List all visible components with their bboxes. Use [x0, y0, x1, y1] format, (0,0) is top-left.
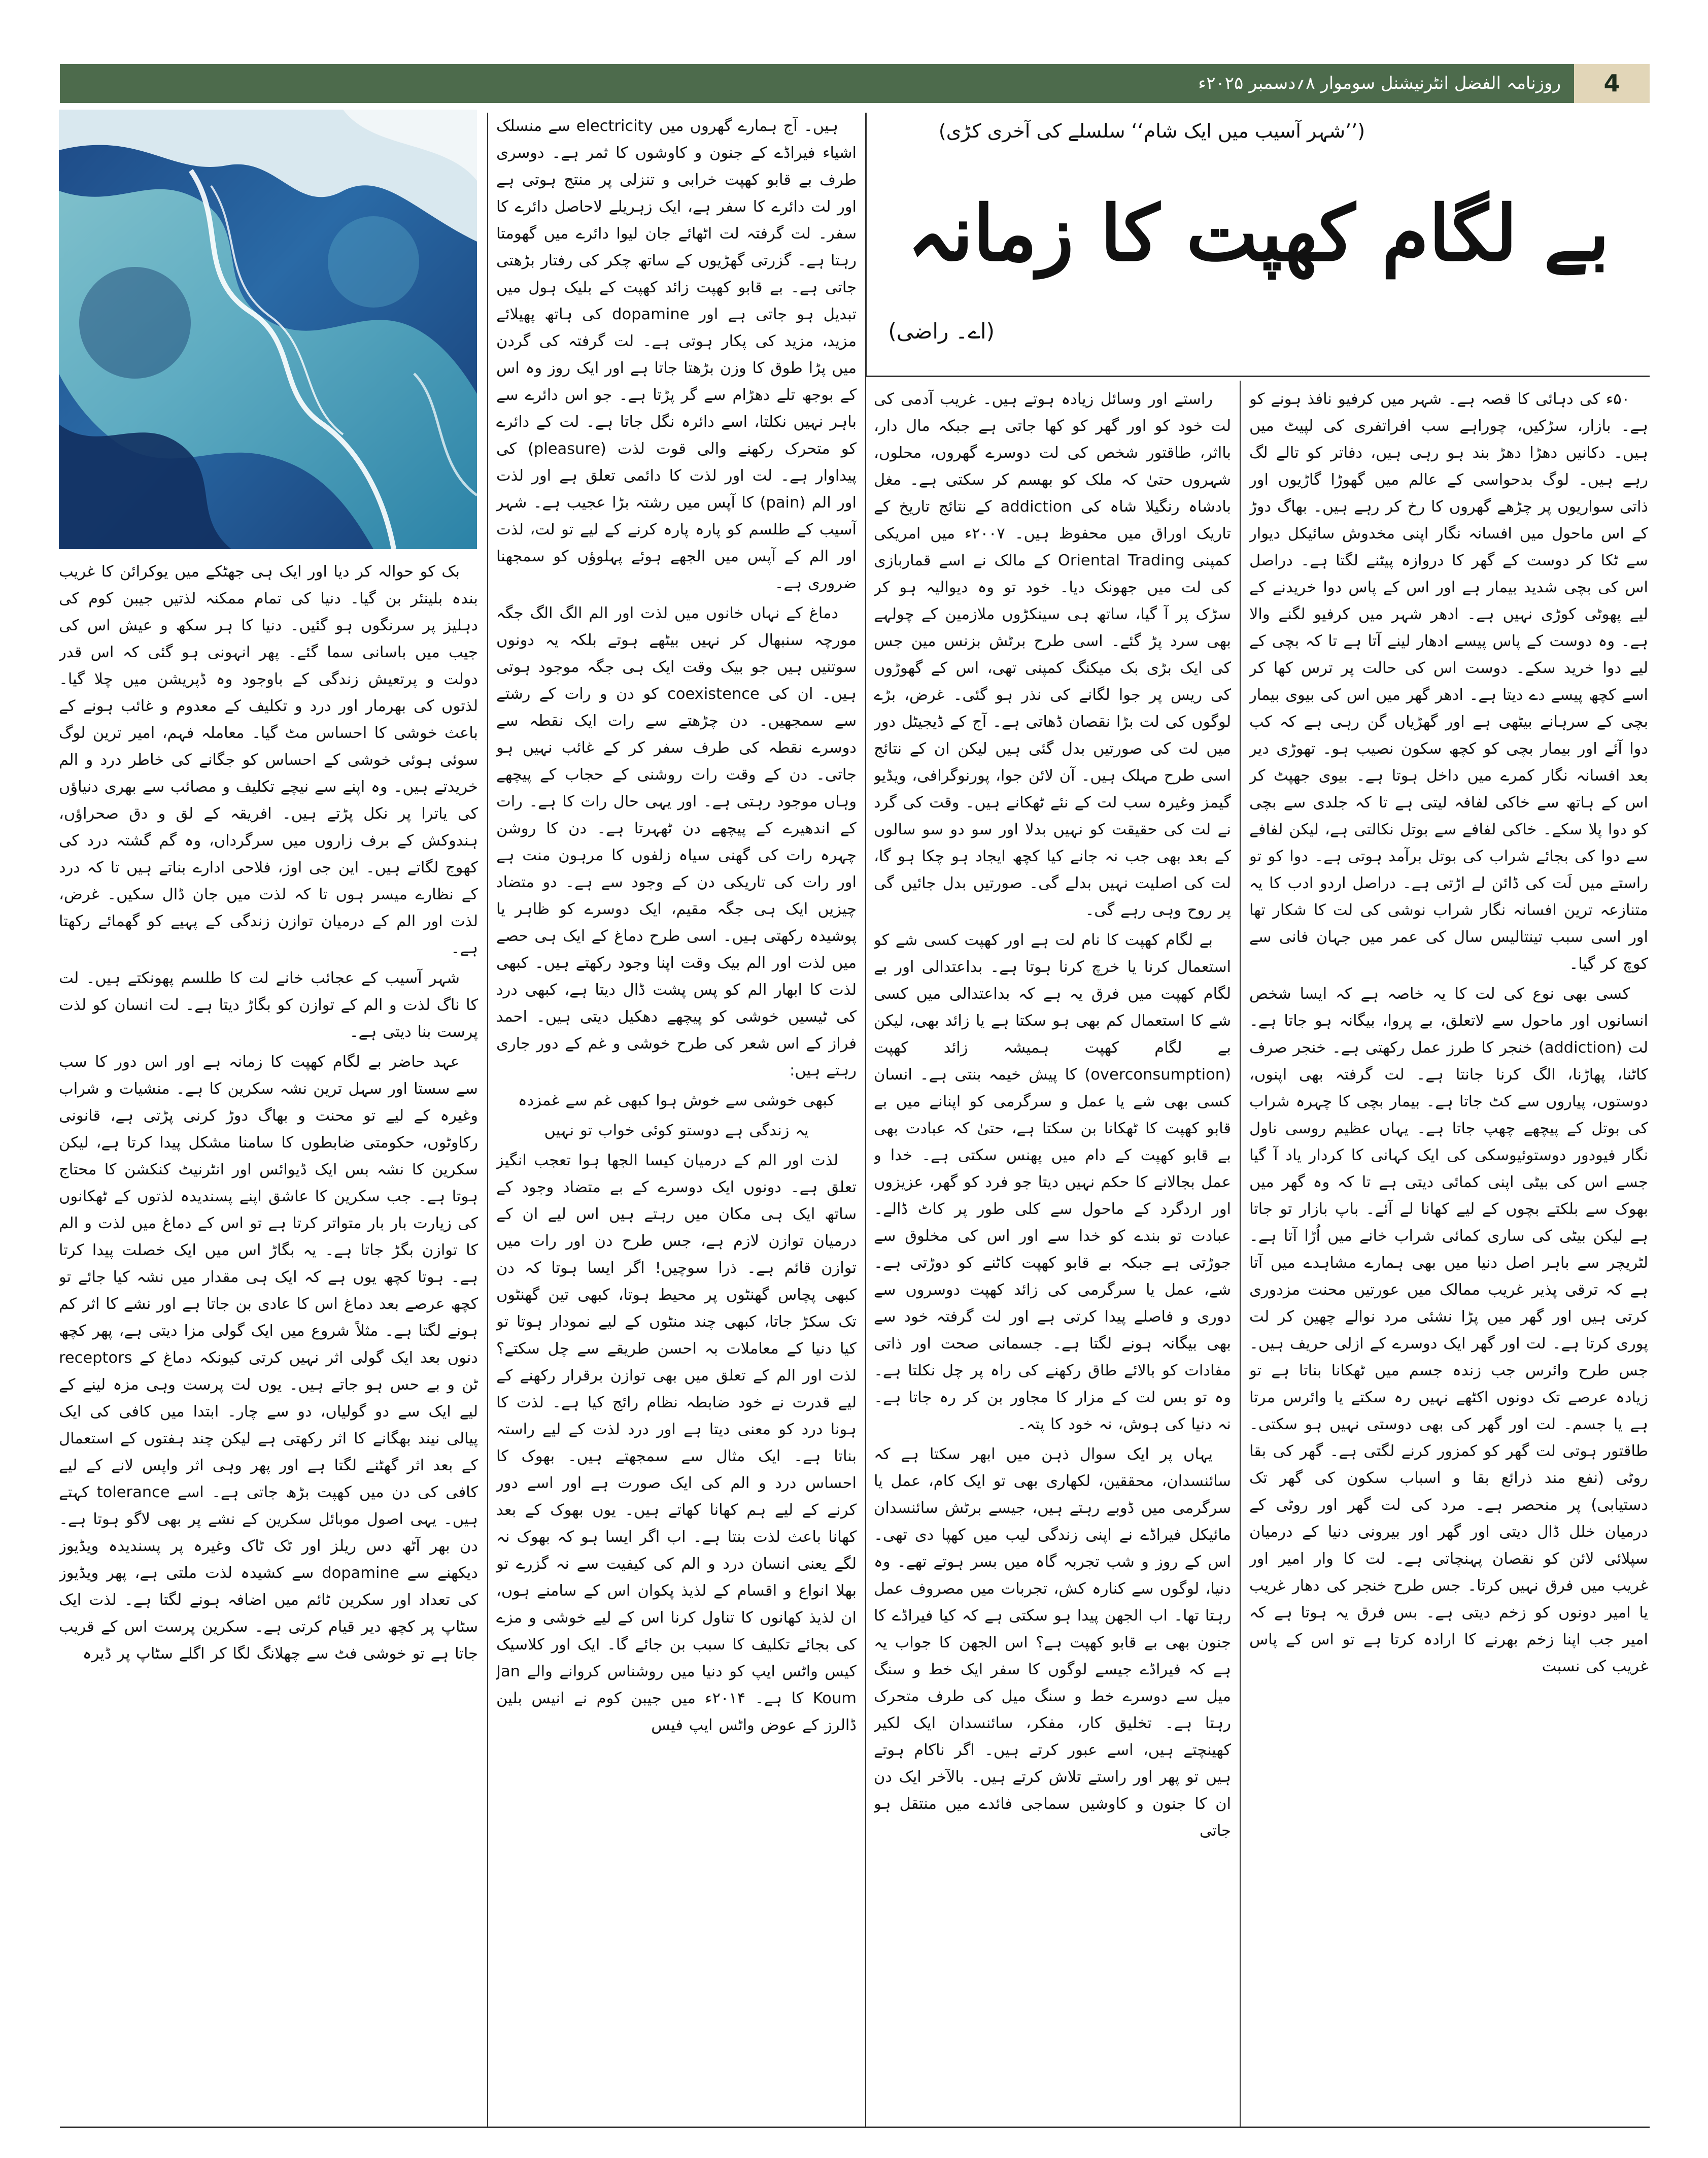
paragraph: لذت اور الم کے درمیان کیسا الجھا ہوا تعجب انگیز تعلق ہے۔ دونوں ایک دوسرے کے بے متضاد وجود کے ساتھ ایک ہی مکان میں رہتے ہیں اس لیے ان کے درمیان توازن لازم ہے، جس طرح دن اور رات میں توازن قائم ہے۔ ذرا سوچیں! اگر ایسا ہوتا کہ دن کبھی پچاس گھنٹوں پر محیط ہوتا، کبھی تین گھنٹوں تک سکڑ جاتا، کبھی چند منٹوں کے لیے نمودار ہوتا تو کیا دنیا کے معاملات بہ احسن طریقے سے چل سکتے؟ لذت اور الم کے تعلق میں بھی توازن برقرار رکھنے کے لیے قدرت نے خود ضابطہ نظام رائج کیا ہے۔ لذت کا ہونا درد کو معنی دیتا ہے اور درد لذت کے لیے راستہ بناتا ہے۔ ایک مثال سے سمجھتے ہیں۔ بھوک کا احساس درد و الم کی ایک صورت ہے اور اسے دور کرنے کے لیے ہم کھانا کھاتے ہیں۔ یوں بھوک کے بعد کھانا باعث لذت بنتا ہے۔ اب اگر ایسا ہو کہ بھوک نہ لگے یعنی انسان درد و الم کی کیفیت سے نہ گزرے تو بھلا انواع و اقسام کے لذیذ پکوان اس کے سامنے ہوں، ان لذیذ کھانوں کا تناول کرنا اس کے لیے خوشی و مزے کی بجائے تکلیف کا سبب بن جائے گا۔ ایک اور کلاسیک کیس واٹس ایپ کو دنیا میں روشناس کروانے والے Jan Koum کا ہے۔ ۲۰۱۴ء میں جیبن کوم نے انیس بلین ڈالرز کے عوض واٹس ایپ فیس — [496, 1152, 857, 1734]
column-divider-1 — [1240, 381, 1241, 2127]
title-box-left-rule — [865, 113, 867, 377]
paragraph: کسی بھی نوع کی لت کا یہ خاصہ ہے کہ ایسا شخص انسانوں اور ماحول سے لاتعلق، بے پروا، بیگانہ ہو جاتا ہے۔ لت (addiction) خنجر کا طرز عمل رکھتی ہے۔ خنجر صرف کاٹنا، پھاڑنا، الگ کرنا جانتا ہے۔ لت گرفتہ بھی اپنوں، دوستوں، پیاروں سے کٹ جاتا ہے۔ بیمار بچی کا چہرہ شراب کی بوتل کے پیچھے چھپ جاتا ہے۔ یہاں عظیم روسی ناول نگار فیودور دوستوئیوسکی کی ایک کہانی کا کردار یاد آ گیا جسے اس کی بیٹی اپنی کمائی دیتی ہے تا کہ وہ گھر میں بھوک سے بلکتے بچوں کے لیے کھانا لے آئے۔ باپ بازار تو جاتا ہے لیکن بیٹی کی ساری کمائی شراب خانے میں اُڑا آتا ہے۔ لٹریچر سے باہر اصل دنیا میں بھی ہمارے مشاہدے میں آتا ہے کہ ترقی پذیر غریب ممالک میں عورتیں محنت مزدوری کرتی ہیں اور گھر میں پڑا نشئی مرد نوالے چھین کر لت پوری کرتا ہے۔ لت اور گھر ایک دوسرے کے ازلی حریف ہیں۔ جس طرح وائرس جب زندہ جسم میں ٹھکانا بناتا ہے تو زیادہ عرصے تک دونوں اکٹھے نہیں رہ سکتے یا وائرس مرتا ہے یا جسم۔ لت اور گھر کی بھی دوستی نہیں ہو سکتی۔ طاقتور ہوتی لت گھر کو کمزور کرنے لگتی ہے۔ گھر کی بقا روٹی (نفع مند ذرائع بقا و اسباب سکون کی گھر تک دستیابی) پر منحصر ہے۔ مرد کی لت گھر اور روٹی کے درمیان خلل ڈال دیتی اور گھر اور بیرونی دنیا کے درمیان سپلائی لائن کو نقصان پہنچاتی ہے۔ لت کا وار امیر اور غریب میں فرق نہیں کرتا۔ جس طرح خنجر کی دھار غریب یا امیر دونوں کو زخم دیتی ہے۔ بس فرق یہ ہوتا ہے کہ امیر جب اپنا زخم بھرنے کا ارادہ کرتا ہے تو اس کے پاس غریب کی نسبت — [1249, 985, 1648, 1675]
masthead-text: روزنامہ الفضل انٹرنیشنل سوموار ۸؍دسمبر ۲۰۲۵ء — [1198, 73, 1561, 93]
paragraph: ہیں۔ آج ہمارے گھروں میں electricity سے منسلک اشیاء فیراڈے کے جنون و کاوشوں کا ثمر ہے۔ دوسری طرف بے قابو کھپت خرابی و تنزلی پر منتج ہوتی ہے اور لت دائرے کا سفر ہے، ایک زہریلے لاحاصل دائرے کا سفر۔ لت گرفتہ لت اٹھائے جان لیوا دائرے میں گھومتا رہتا ہے۔ گزرتی گھڑیوں کے ساتھ چکر کی رفتار بڑھتی جاتی ہے۔ بے قابو کھپت زائد کھپت کے بلیک ہول میں تبدیل ہو جاتی ہے اور dopamine کی ہاتھ پھیلائے مزید، مزید کی پکار ہوتی ہے۔ لت گرفتہ کی گردن میں پڑا طوق کا وزن بڑھتا جاتا ہے اور ایک روز وہ اس کے بوجھ تلے دھڑام سے گر پڑتا ہے۔ جو اس دائرے سے باہر نہیں نکلتا، اسے دائرہ نگل جاتا ہے۔ لت کے دائرے کو متحرک رکھنے والی قوت لذت (pleasure) کی پیداوار ہے۔ لت اور لذت کا دائمی تعلق ہے اور لذت اور الم (pain) کا آپس میں رشتہ بڑا عجیب ہے۔ شہر آسیب کے طلسم کو پارہ پارہ کرنے کے لیے تو لت، لذت اور الم کے آپس میں الجھے ہوئے پہلوؤں کو سمجھنا ضروری ہے۔ — [496, 117, 857, 592]
article-column-3 — [496, 113, 857, 2121]
column-divider-2 — [865, 376, 866, 2127]
footer-rule — [60, 2127, 1650, 2128]
paragraph: بے لگام کھپت کا نام لت ہے اور کھپت کسی شے کو استعمال کرنا یا خرچ کرنا ہوتا ہے۔ بداعتدالی اور بے لگام کھپت میں فرق یہ ہے کہ بداعتدالی میں کسی شے کا استعمال کم بھی ہو سکتا ہے یا زائد بھی، لیکن بے لگام کھپت ہمیشہ زائد کھپت (overconsumption) کا پیش خیمہ بنتی ہے۔ انسان کسی بھی شے یا عمل و سرگرمی کو اپنانے میں بے قابو کھپت کا ٹھکانا بن سکتا ہے، حتیٰ کہ عبادت بھی بے قابو کھپت کے دام میں پھنس سکتی ہے۔ خدا و عمل بجالانے کا حکم نہیں دیتا جو فرد کو گھر، عزیزوں اور اردگرد کے ماحول سے کلی طور پر کاٹ ڈالے۔ عبادت تو بندے کو خدا سے اور اس کی مخلوق سے جوڑتی ہے جبکہ بے قابو کھپت کاٹنے کو دوڑتی ہے۔ شے، عمل یا سرگرمی کی زائد کھپت دوسروں سے دوری و فاصلے پیدا کرتی ہے اور لت گرفتہ خود سے بھی بیگانہ ہونے لگتا ہے۔ جسمانی صحت اور ذاتی مفادات کو بالائے طاق رکھنے کی راہ پر چل نکلتا ہے۔ وہ تو بس لت کے مزار کا مجاور بن کر رہ جاتا ہے۔ نہ دنیا کی ہوش، نہ خود کا پتہ۔ — [874, 931, 1231, 1433]
article-column-4 — [59, 558, 478, 2121]
paragraph: عہد حاضر بے لگام کھپت کا زمانہ ہے اور اس دور کا سب سے سستا اور سہل ترین نشہ سکرین کا ہے۔ منشیات و شراب وغیرہ کے لیے تو محنت و بھاگ دوڑ کرنی پڑتی ہے، قانونی رکاوٹوں، حکومتی ضابطوں کا سامنا مشکل پیدا کرتا ہے، لیکن سکرین کا نشہ بس ایک ڈیوائس اور انٹرنیٹ کنکشن کا محتاج ہوتا ہے۔ جب سکرین کا عاشق اپنے پسندیدہ لذتوں کے ٹھکانوں کی زیارت بار بار متواتر کرتا ہے تو اس کے دماغ میں لذت و الم کا توازن بگڑ جاتا ہے۔ یہ بگاڑ اس میں ایک خصلت پیدا کرتا ہے۔ ہوتا کچھ یوں ہے کہ ایک ہی مقدار میں نشہ کیا جائے تو کچھ عرصے بعد دماغ اس کا عادی بن جاتا ہے اور نشے کا اثر کم ہونے لگتا ہے۔ مثلاً شروع میں ایک گولی مزا دیتی ہے، پھر کچھ دنوں بعد ایک گولی اثر نہیں کرتی کیونکہ دماغ کے receptors ٹن و بے حس ہو جاتے ہیں۔ یوں لت پرست وہی مزہ لینے کے لیے ایک سے دو گولیاں، دو سے چار۔ ابتدا میں کافی کی ایک پیالی نیند بھگانے کا اثر رکھتی ہے لیکن چند ہفتوں کے استعمال کے بعد اثر گھٹنے لگتا ہے اور پھر وہی اثر واپس لانے کے لیے کافی کی دن میں کھپت بڑھ جاتی ہے۔ اسے tolerance کہتے ہیں۔ یہی اصول موبائل سکرین کے نشے پر بھی لاگو ہوتا ہے۔ دن بھر آٹھ دس ریلز اور ٹک ٹاک وغیرہ پر پسندیدہ ویڈیوز دیکھنے سے dopamine سے کشیدہ لذت ملتی ہے، پھر ویڈیوز کی تعداد اور سکرین ٹائم میں اضافہ ہونے لگتا ہے۔ لذت ایک سٹاپ پر کچھ دیر قیام کرتی ہے۔ سکرین پرست اس کے قریب جاتا ہے تو خوشی فٹ سے چھلانگ لگا کر اگلے سٹاپ پر ڈیرہ — [59, 1053, 478, 1663]
paragraph: راستے اور وسائل زیادہ ہوتے ہیں۔ غریب آدمی کی لت خود کو اور گھر کو کھا جاتی ہے جبکہ مال دار، بااثر، طاقتور شخص کی لت دوسرے گھروں، محلوں، شہروں حتیٰ کہ ملک کو بھسم کر سکتی ہے۔ مغل بادشاہ رنگیلا شاہ کی addiction کے نتائج تاریخ کے تاریک اوراق میں محفوظ ہیں۔ ۲۰۰۷ء میں امریکی کمپنی Oriental Trading کے مالک نے اسے قماربازی کی لت میں جھونک دیا۔ خود تو وہ دیوالیہ ہو کر سڑک پر آ گیا، ساتھ ہی سینکڑوں ملازمین کے چولہے بھی سرد پڑ گئے۔ اسی طرح برٹش بزنس مین جس کی ایک بڑی بک میکنگ کمپنی تھی، اس کے گھوڑوں کی ریس پر جوا لگانے کی نذر ہو گئی۔ غرض، بڑے لوگوں کی لت بڑا نقصان ڈھاتی ہے۔ آج کے ڈیجیٹل دور میں لت کی صورتیں بدل گئی ہیں لیکن ان کے نتائج اسی طرح مہلک ہیں۔ آن لائن جوا، پورنوگرافی، ویڈیو گیمز وغیرہ سب لت کے نئے ٹھکانے ہیں۔ وقت کی گرد نے لت کی حقیقت کو نہیں بدلا اور سو دو سو سالوں کے بعد بھی جب نہ جانے کیا کچھ ایجاد ہو چکا ہو گا، لت کی اصلیت نہیں بدلے گی۔ صورتیں بدل جائیں گی پر روح وہی رہے گی۔ — [874, 390, 1231, 919]
poem-line: کبھی خوشی سے خوش ہوا کبھی غم سے غمزدہ — [518, 1092, 835, 1109]
paragraph: بک کو حوالہ کر دیا اور ایک ہی جھٹکے میں یوکرائن کا غریب بندہ بلینئر بن گیا۔ دنیا کی تمام ممکنہ لذتیں جیبن کوم کی دہلیز پر سرنگوں ہو گئیں۔ دنیا کا ہر سکھ و عیش اس کی جیب میں باسانی سما گئے۔ پھر انہونی ہو گئی کہ اس قدر دولت و پرتعیش زندگی کے باوجود وہ ڈپریشن میں چلا گیا۔ لذتوں کی بھرمار اور درد و تکلیف کے معدوم و غائب ہونے کے باعث خوشی کا احساس مٹ گیا۔ معاملہ فہم، امیر ترین لوگ سوئی ہوئی خوشی کے احساس کو جگانے کی خاطر درد و الم خریدتے ہیں۔ وہ اپنے سے نیچے تکلیف و مصائب سے بھری دنیاؤں کی یاترا پر نکل پڑتے ہیں۔ افریقہ کے لق و دق صحراؤں، ہندوکش کے برف زاروں میں سرگرداں، وہ گم گشتہ درد کی کھوج لگاتے ہیں۔ این جی اوز، فلاحی ادارے بناتے ہیں تا کہ درد کے نظارے میسر ہوں تا کہ لذت میں جان ڈال سکیں۔ غرض، لذت اور الم کے درمیان توازن زندگی کے پہیے کو گھمائے رکھتا ہے۔ — [59, 563, 478, 957]
paragraph: ۵۰ء کی دہائی کا قصہ ہے۔ شہر میں کرفیو نافذ ہونے کو ہے۔ بازار، سڑکیں، چوراہے سب افراتفری کی لپیٹ میں ہیں۔ دکانیں دھڑا دھڑ بند ہو رہی ہیں، دفاتر کو تالے لگ رہے ہیں۔ لوگ بدحواسی کے عالم میں گھوڑا گاڑیوں اور ذاتی سواریوں پر چڑھے گھروں کا رخ کر رہے ہیں۔ بھاگ دوڑ کے اس ماحول میں افسانہ نگار اپنی مخدوش سائیکل دیوار سے ٹکا کر دوست کے گھر کا دروازہ پیٹنے لگتا ہے۔ دراصل اس کی بچی شدید بیمار ہے اور اس کے پاس دوا خریدنے کے لیے پھوٹی کوڑی نہیں ہے۔ ادھر شہر میں کرفیو لگنے والا ہے۔ وہ دوست کے پاس پیسے ادھار لینے آتا ہے تا کہ بچی کے لیے دوا خرید سکے۔ دوست اس کی حالت پر ترس کھا کر اسے کچھ پیسے دے دیتا ہے۔ ادھر گھر میں اس کی بیوی بیمار بچی کے سرہانے بیٹھی ہے اور گھڑیاں گن رہی ہے کہ کب دوا آئے اور بیمار بچی کو کچھ سکون نصیب ہو۔ تھوڑی دیر بعد افسانہ نگار کمرے میں داخل ہوتا ہے۔ بیوی جھپٹ کر اس کے ہاتھ سے خاکی لفافہ لیتی ہے تا کہ جلدی سے بچی کو دوا پلا سکے۔ خاکی لفافے سے بوتل نکالتی ہے، لیکن لفافے سے دوا کی بجائے شراب کی بوتل برآمد ہوتی ہے۔ دوا کو تو راستے میں لَت کی ڈائن لے اڑتی ہے۔ دراصل اردو ادب کا یہ متنازعہ ترین افسانہ نگار شراب نوشی کی لت کا شکار تھا اور اسی سبب تینتالیس سال کی عمر میں جہان فانی سے کوچ کر گیا۔ — [1249, 390, 1648, 973]
paragraph: یہاں پر ایک سوال ذہن میں ابھر سکتا ہے کہ سائنسدان، محققین، لکھاری بھی تو ایک کام، عمل یا سرگرمی میں ڈوبے رہتے ہیں، جیسے برٹش سائنسدان مائیکل فیراڈے نے اپنی زندگی لیب میں کھپا دی تھی۔ اس کے روز و شب تجربہ گاہ میں بسر ہوتے تھے۔ وہ دنیا، لوگوں سے کنارہ کش، تجربات میں مصروف عمل رہتا تھا۔ اب الجھن پیدا ہو سکتی ہے کہ کیا فیراڈے کا جنون بھی بے قابو کھپت ہے؟ اس الجھن کا جواب یہ ہے کہ فیراڈے جیسے لوگوں کا سفر ایک خط و سنگ میل سے دوسرے خط و سنگ میل کی طرف متحرک رہتا ہے۔ تخلیق کار، مفکر، سائنسدان ایک لکیر کھینچتے ہیں، اسے عبور کرتے ہیں۔ اگر ناکام ہوتے ہیں تو پھر اور راستے تلاش کرتے ہیں۔ بالآخر ایک دن ان کا جنون و کاوشیں سماجی فائدے میں منتقل ہو جاتی — [874, 1445, 1231, 1840]
series-note: (’’شہر آسیب میں ایک شام‘‘ سلسلے کی آخری کڑی) — [938, 120, 1365, 142]
author-byline: (اے۔ راضی) — [888, 319, 995, 344]
article-column-2 — [874, 386, 1231, 2121]
title-box-bottom-rule — [865, 376, 1650, 377]
paragraph: دماغ کے نہاں خانوں میں لذت اور الم الگ الگ جگہ مورچہ سنبھال کر نہیں بیٹھے ہوتے بلکہ یہ دونوں سوتنیں ہیں جو بیک وقت ایک ہی جگہ موجود ہوتی ہیں۔ ان کی coexistence کو دن و رات کے رشتے سے سمجھیں۔ دن چڑھتے سے رات ایک نقطہ سے دوسرے نقطہ کی طرف سفر کر کے غائب نہیں ہو جاتی۔ دن کے وقت رات روشنی کے حجاب کے پیچھے وہاں موجود رہتی ہے۔ اور یہی حال رات کا ہے۔ رات کے اندھیرے کے پیچھے دن ٹھہرتا ہے۔ دن کا روشن چہرہ رات کی گھنی سیاہ زلفوں کا مرہون منت ہے اور رات کی تاریکی دن کے وجود سے ہے۔ دو متضاد چیزیں ایک ہی جگہ مقیم، ایک دوسرے کو ظاہر یا پوشیدہ رکھتی ہیں۔ اسی طرح دماغ کے ایک ہی حصے میں لذت اور الم بیک وقت اپنا وجود رکھتے ہیں۔ کبھی لذت کا ابھار الم کو پس پشت ڈال دیتا ہے، کبھی درد کی ٹیسیں خوشی کو پیچھے دھکیل دیتی ہیں۔ احمد فراز کے اس شعر کی طرح خوشی و غم کے دور جاری رہتے ہیں: — [496, 604, 857, 1080]
abstract-wave-artwork — [59, 110, 477, 549]
page-number: 4 — [1574, 64, 1650, 103]
poem-line: یہ زندگی ہے دوستو کوئی خواب تو نہیں — [544, 1122, 809, 1139]
article-title: بے لگام کھپت کا زمانہ — [907, 189, 1610, 278]
article-column-1 — [1249, 386, 1648, 2121]
paragraph: شہر آسیب کے عجائب خانے لت کا طلسم پھونکتے ہیں۔ لت کا ناگ لذت و الم کے توازن کو بگاڑ دیتا ہے۔ لت انسان کو لذت پرست بنا دیتی ہے۔ — [59, 969, 478, 1041]
column-divider-3 — [487, 113, 488, 2127]
